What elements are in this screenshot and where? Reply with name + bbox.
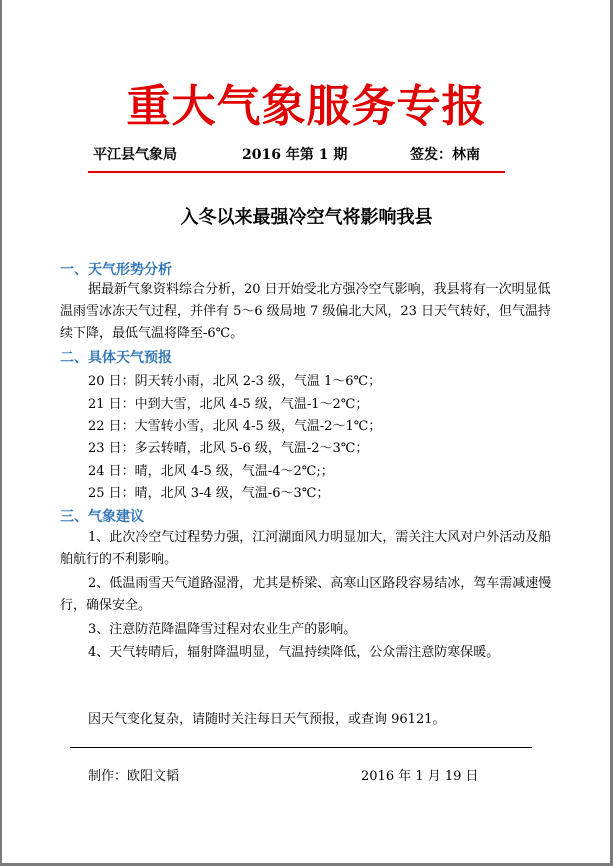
header-divider bbox=[88, 171, 505, 173]
footer-date: 2016 年 1 月 19 日 bbox=[361, 769, 479, 784]
section-heading-situation: 一、天气形势分析 bbox=[60, 262, 172, 278]
closing-note: 因天气变化复杂，请随时关注每日天气预报，或查询 96121。 bbox=[88, 712, 446, 727]
advice-item-4: 4、天气转晴后，辐射降温明显，气温持续降低，公众需注意防寒保暖。 bbox=[88, 645, 500, 660]
forecast-day-20: 20 日：阴天转小雨，北风 2-3 级，气温 1～6℃； bbox=[88, 374, 382, 389]
forecast-day-22: 22 日：大雪转小雪，北风 4-5 级，气温-2～1℃； bbox=[88, 419, 382, 434]
report-banner: 重大气象服务专报 bbox=[126, 81, 487, 132]
document-title: 入冬以来最强冷空气将影响我县 bbox=[180, 207, 433, 228]
section-heading-advice: 三、气象建议 bbox=[60, 509, 144, 525]
signed-by: 签发：林南 bbox=[410, 147, 480, 163]
issuing-organization: 平江县气象局 bbox=[93, 147, 177, 163]
footer-author: 制作：欧阳文韬 bbox=[88, 769, 180, 784]
advice-item-1: 1、此次冷空气过程势力强，江河湖面风力明显加大，需关注大风对户外活动及船舶航行的不利影响。 bbox=[60, 530, 552, 567]
forecast-day-23: 23 日：多云转晴，北风 5-6 级，气温-2～3℃； bbox=[88, 441, 369, 456]
forecast-day-25: 25 日：晴，北风 3-4 级，气温-6～3℃； bbox=[88, 486, 330, 501]
advice-item-3: 3、注意防范降温降雪过程对农业生产的影响。 bbox=[88, 622, 357, 637]
footer-divider bbox=[70, 747, 532, 748]
situation-paragraph: 据最新气象资料综合分析，20 日开始受北方强冷空气影响，我县将有一次明显低温雨雪冰冻天气过程，并伴有 5～6 级局地 7 级偏北大风，23 日天气转好，但气温持续下降，最低气温将降至-6℃。 bbox=[60, 282, 552, 341]
issue-number: 2016 年第 1 期 bbox=[242, 147, 348, 163]
section-heading-forecast: 二、具体天气预报 bbox=[60, 350, 172, 366]
forecast-day-21: 21 日：中到大雪，北风 4-5 级，气温-1～2℃； bbox=[88, 397, 369, 412]
advice-item-2: 2、低温雨雪天气道路湿滑，尤其是桥梁、高寒山区路段容易结冰，驾车需减速慢行，确保安全。 bbox=[60, 576, 552, 613]
forecast-day-24: 24 日：晴，北风 4-5 级，气温-4～2℃;； bbox=[88, 464, 334, 479]
